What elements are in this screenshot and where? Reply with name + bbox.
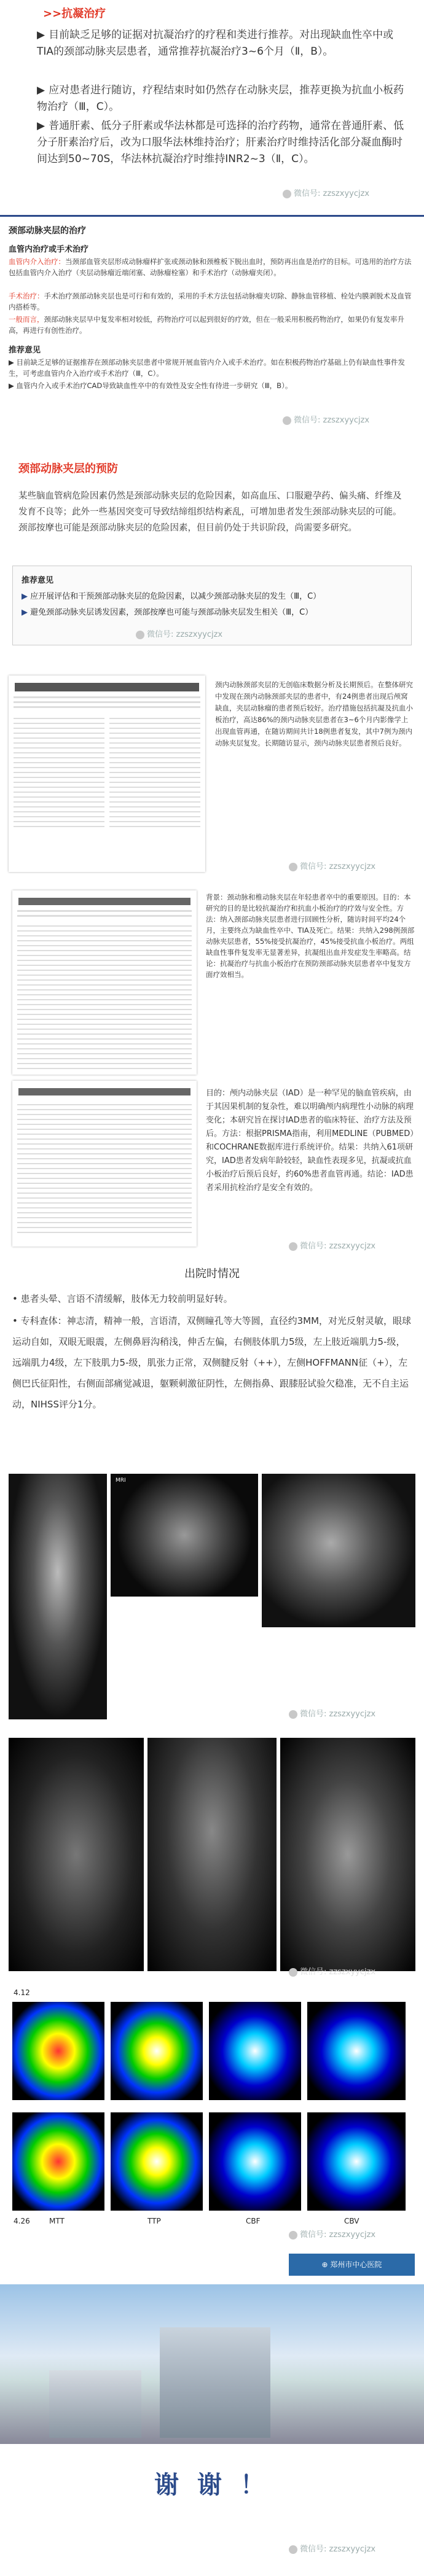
slide-title: 颈部动脉夹层的预防 [18,462,118,475]
paragraph-general: 一般而言，颈部动脉夹层早中复发率相对较低，药物治疗可以起到很好的疗效，但在一般采用积极药物治疗，如果仍有复发率升高，再进行有创性治疗。 [9,315,404,335]
paper-summary: 颈内动脉颈部夹层的无创临床数据分析及长期预后。在整体研究中发现在颈内动脉颈部夹层的患者中，有24例患者出现后颅窝缺血，夹层动脉瘤的患者预后较好。治疗措施包括抗凝及抗血小板治疗，高达86%的颈内动脉夹层患者在3~6个月内影像学上出现血管再通，在随访期间共计18例患者复发，其中7例为颈内动脉夹层复发。长期随访显示，颈内动脉夹层患者预后良好。 [215,680,413,747]
perfusion-mtt-1 [12,2002,104,2100]
slide-anticoagulation [0,0,424,203]
paper-thumbnail-1 [12,890,197,1075]
mri-sagittal-brain-image [262,1474,415,1627]
bullet-arrow-icon: ▶ [37,84,45,96]
slide-discharge [0,1259,424,1461]
wechat-icon [283,190,291,198]
paper-summary-1: 背景：颈动脉和椎动脉夹层在年轻患者卒中的重要原因。目的：本研究的目的是比较抗凝治疗和抗血小板治疗的疗效与安全性。方法：纳入颈部动脉夹层患者进行回顾性分析，随访时间平均24个月，主要终点为缺血性卒中、TIA及死亡。结果：共纳入298例颈部动脉夹层患者，55%接受抗凝治疗，45%接受抗血小板治疗。两组缺血性事件复发率无显著差异，抗凝组出血并发症发生率略高。结论：抗凝治疗与抗血小板治疗在预防颈部动脉夹层患者卒中复发方面疗效相当。 [206,893,415,979]
recommendation-header: 推荐意见 [22,576,54,585]
perfusion-cbf-1 [209,2002,301,2100]
bullet-dot-icon: • [12,1293,21,1304]
angiography-image-1 [9,1738,144,1971]
slide-paper-2 [0,884,424,1253]
watermark: 微信号: zzszxyycjzx [289,1239,375,1251]
slide-thanks [0,2247,424,2576]
watermark: 微信号: zzszxyycjzx [136,628,222,639]
subheader: 血管内治疗或手术治疗 [9,245,89,254]
wechat-icon [283,416,291,425]
mri-sagittal-image [9,1474,107,1719]
recommendation-box [12,566,412,645]
bullet-arrow-icon: ▶ [9,381,17,390]
watermark: 微信号: zzszxyycjzx [289,860,375,871]
watermark: 微信号: zzszxyycjzx [289,2542,375,2554]
label-mtt: MTT [49,2217,65,2225]
watermark: 微信号: zzszxyycjzx [289,1707,375,1719]
slide-angiography [0,1732,424,1977]
bullet-2: ▶ 应对患者进行随访，疗程结束时如仍然存在动脉夹层，推荐更换为抗血小板药物治疗（Ⅲ，C）。 [37,84,404,113]
wechat-icon [136,631,144,639]
paragraph-surgery: 手术治疗：手术治疗颈部动脉夹层也是可行和有效的，采用的手术方法包括动脉瘤夹切除、静脉血管移植、栓处内膜剥脱术及血管内搭桥等。 [9,292,412,311]
angiography-image-2 [147,1738,277,1971]
watermark: 微信号: zzszxyycjzx [289,1965,375,1977]
wechat-icon [289,2545,297,2554]
section-header: 颈部动脉夹层的治疗 [9,226,86,236]
slide-paper-1 [0,669,424,878]
hospital-logo-icon: ⊕ [321,2260,331,2269]
bullet-dot-icon: • [12,1315,21,1326]
paper-thumbnail-2 [12,1081,197,1247]
paragraph-interventional: 血管内介入治疗：当颈部血管夹层形成动脉瘤样扩张或颈动脉和颈椎板下脱出血时，预防再出血是治疗的目标。可选用的治疗方法包括血管内介入治疗（夹层动脉瘤近端闭塞、动脉瘤栓塞）和手术治疗（动脉瘤夹闭）。 [9,257,412,277]
wechat-icon [289,2231,297,2239]
mri-vessel-image [280,1738,415,1971]
wechat-icon [289,1242,297,1251]
watermark: 微信号: zzszxyycjzx [283,413,369,425]
perfusion-cbv-1 [307,2002,406,2100]
perfusion-ttp-1 [111,2002,203,2100]
bullet-1: ▶ 目前缺乏足够的证据对抗凝治疗的疗程和类进行推荐。对出现缺血性卒中或TIA的颈部动脉夹层患者，通常推荐抗凝治疗3~6个月（Ⅱ，B）。 [37,29,394,58]
mri-label: MRI [116,1477,126,1484]
perfusion-cbv-2 [307,2112,406,2211]
wechat-icon [289,1710,297,1719]
bullet-3: ▶ 普通肝素、低分子肝素或华法林都是可选择的治疗药物，通常在普通肝素、低分子肝素治疗后，改为口服华法林维持治疗；肝素治疗时维持活化部分凝血酶时间达到50~70S，华法林抗凝治疗时维持INR2~3（Ⅱ，C）。 [37,120,404,165]
building-photo [0,2284,424,2444]
watermark: 微信号: zzszxyycjzx [283,187,369,198]
recommendation-header: 推荐意见 [9,346,41,355]
date-label-1: 4.12 [14,1988,30,1997]
perfusion-cbf-2 [209,2112,301,2211]
slide-treatment [0,215,424,430]
bullet-arrow-icon: ▶ [22,592,31,601]
slide-prevention [0,451,424,663]
perfusion-mtt-2 [12,2112,104,2211]
slide-title: 出院时情况 [184,1267,240,1280]
watermark: 微信号: zzszxyycjzx [289,2228,375,2239]
slide-perfusion [0,1983,424,2241]
thanks-text: 谢 谢 ！ [154,2471,270,2499]
bullet-arrow-icon: ▶ [37,29,45,41]
paragraph: 某些脑血管病危险因素仍然是颈部动脉夹层的危险因素，如高血压、口服避孕药、偏头痛、纤维及发育不良等；此外一些基因突变可导致结缔组织结构紊乱，可增加患者发生颈部动脉夹层的可能。颈部按摩也可能是颈部动脉夹层的危险因素，但目前仍处于共识阶段，尚需要多研究。 [18,491,402,533]
paper-summary-2: 目的：颅内动脉夹层（IAD）是一种罕见的脑血管疾病，由于其因果机制的复杂性，难以明确颅内病理性小动脉的病理变化；本研究旨在探讨IAD患者的临床特征、治疗方法及预后。方法：根据PRISMA指南，利用MEDLINE（PUBMED）和COCHRANE数据库进行系统评价。结果：共纳入61项研究，IAD患者发病年龄较轻，缺血性表现多见，抗凝或抗血小板治疗后预后良好，约60%患者血管再通。结论：IAD患者采用抗栓治疗是安全有效的。 [206,1089,414,1193]
wechat-icon [289,863,297,871]
bullet-1: • 患者头晕、言语不清缓解，肢体无力较前明显好转。 [12,1293,233,1304]
recommendation-2: ▶ 避免颈部动脉夹层诱发因素，颈部按摩也可能与颈部动脉夹层发生相关（Ⅲ，C） [22,608,313,617]
label-cbv: CBV [344,2217,359,2225]
recommendation-2: ▶ 血管内介入或手术治疗CAD导致缺血性卒中的有效性及安全性有待进一步研究（Ⅲ，B）。 [9,381,292,390]
wechat-icon [289,1968,297,1977]
recommendation-1: ▶ 应开展评估和干预颈部动脉夹层的危险因素，以减少颈部动脉夹层的发生（Ⅲ，C） [22,592,321,601]
perfusion-ttp-2 [111,2112,203,2211]
hospital-logo: ⊕ 郑州市中心医院 [289,2254,415,2276]
bullet-arrow-icon: ▶ [37,120,45,132]
bullet-2: • 专科查体：神志清，精神一般，言语清，双侧瞳孔等大等圆，直径约3MM，对光反射灵敏，眼球运动自如，双眼无眼震，左侧鼻唇沟稍浅，伸舌左偏，右侧肢体肌力5级，左上肢近端肌力5-级，远端肌力4级，左下肢肌力5-级，肌张力正常，双侧腱反射（++），左侧HOFFMANN征（+），左侧巴氏征阳性，右侧面部痛觉减退，躯颗刺激征阴性，左侧指鼻、跟膝胫试验欠稳准，无不自主运动，NIHSS评分1分。 [12,1315,412,1410]
bullet-arrow-icon: ▶ [22,608,31,617]
label-cbf: CBF [246,2217,261,2225]
mri-axial-image [111,1474,258,1597]
paper-thumbnail [9,675,205,872]
slide-title: >>抗凝治疗 [43,7,106,20]
bullet-arrow-icon: ▶ [9,358,17,367]
recommendation-1: ▶ 目前缺乏足够的证据推荐在颈部动脉夹层患者中常规开展血管内介入或手术治疗。如在积极药物治疗基础上仍有缺血性事件发生，可考虑血管内介入治疗或手术治疗（Ⅲ，C）。 [9,358,405,378]
date-label-2: 4.26 [14,2217,30,2225]
label-ttp: TTP [147,2217,161,2225]
slide-mri [0,1468,424,1726]
